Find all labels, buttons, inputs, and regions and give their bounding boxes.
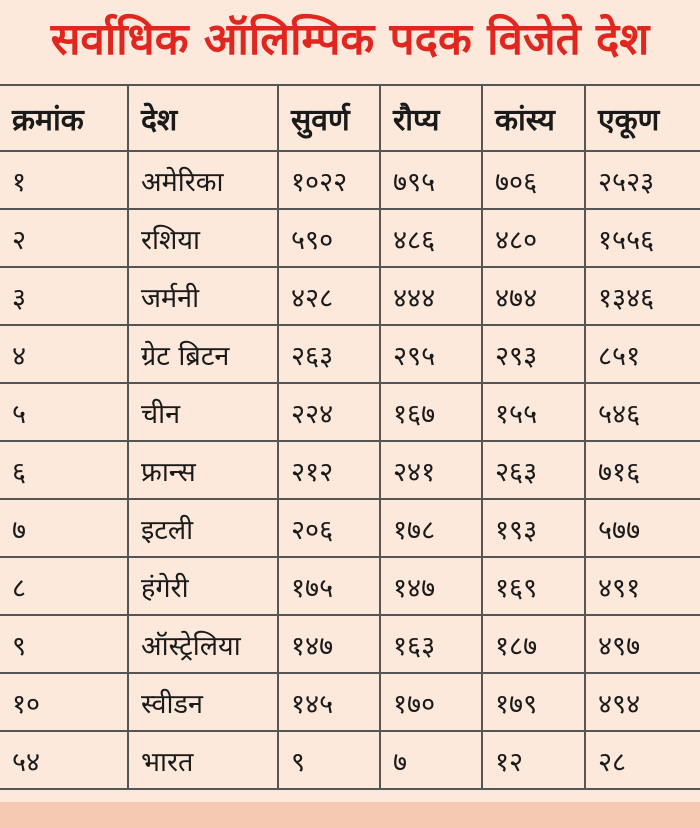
bronze-cell: १७९ [482, 673, 585, 731]
medal-table [0, 86, 700, 790]
silver-cell: २९५ [380, 325, 482, 383]
bronze-cell: १६९ [482, 557, 585, 615]
country-cell: ग्रेट ब्रिटन [128, 325, 278, 383]
total-cell: २५२३ [585, 151, 700, 209]
gold-cell: ९ [278, 731, 380, 789]
silver-cell: ७ [380, 731, 482, 789]
table-row [0, 325, 700, 383]
country-cell: चीन [128, 383, 278, 441]
rank-cell: ८ [0, 557, 128, 615]
gold-cell: १४५ [278, 673, 380, 731]
gold-cell: १०२२ [278, 151, 380, 209]
table-row [0, 499, 700, 557]
header-bronze: कांस्य [482, 86, 585, 151]
gold-cell: ४२८ [278, 267, 380, 325]
total-cell: १३४६ [585, 267, 700, 325]
country-cell: हंगेरी [128, 557, 278, 615]
country-cell: फ्रान्स [128, 441, 278, 499]
gold-cell: २२४ [278, 383, 380, 441]
country-cell: इटली [128, 499, 278, 557]
rank-cell: ५ [0, 383, 128, 441]
table-row [0, 441, 700, 499]
rank-cell: ३ [0, 267, 128, 325]
country-cell: रशिया [128, 209, 278, 267]
table-row [0, 383, 700, 441]
bronze-cell: १९३ [482, 499, 585, 557]
total-cell: १५५६ [585, 209, 700, 267]
total-cell: ४९१ [585, 557, 700, 615]
total-cell: ५४६ [585, 383, 700, 441]
country-cell: जर्मनी [128, 267, 278, 325]
bronze-cell: १५५ [482, 383, 585, 441]
silver-cell: १६३ [380, 615, 482, 673]
country-cell: भारत [128, 731, 278, 789]
bronze-cell: २९३ [482, 325, 585, 383]
rank-cell: १ [0, 151, 128, 209]
rank-cell: ७ [0, 499, 128, 557]
total-cell: २८ [585, 731, 700, 789]
table-row [0, 557, 700, 615]
gold-cell: २६३ [278, 325, 380, 383]
rank-cell: २ [0, 209, 128, 267]
silver-cell: ४४४ [380, 267, 482, 325]
table-row [0, 267, 700, 325]
silver-cell: १४७ [380, 557, 482, 615]
gold-cell: ५९० [278, 209, 380, 267]
silver-cell: १७० [380, 673, 482, 731]
rank-cell: ९ [0, 615, 128, 673]
footer-band [0, 802, 700, 828]
country-cell: स्वीडन [128, 673, 278, 731]
silver-cell: १७८ [380, 499, 482, 557]
rank-cell: १० [0, 673, 128, 731]
country-cell: अमेरिका [128, 151, 278, 209]
gold-cell: १७५ [278, 557, 380, 615]
total-cell: ८५१ [585, 325, 700, 383]
gold-cell: १४७ [278, 615, 380, 673]
header-row [0, 86, 700, 151]
bronze-cell: २६३ [482, 441, 585, 499]
rank-cell: ५४ [0, 731, 128, 789]
total-cell: ५७७ [585, 499, 700, 557]
country-cell: ऑस्ट्रेलिया [128, 615, 278, 673]
silver-cell: ७९५ [380, 151, 482, 209]
rank-cell: ६ [0, 441, 128, 499]
header-silver: रौप्य [380, 86, 482, 151]
page-title: सर्वाधिक ऑलिम्पिक पदक विजेते देश [0, 0, 700, 86]
rank-cell: ४ [0, 325, 128, 383]
gold-cell: २०६ [278, 499, 380, 557]
table-row [0, 615, 700, 673]
silver-cell: १६७ [380, 383, 482, 441]
total-cell: ४९७ [585, 615, 700, 673]
table-row [0, 151, 700, 209]
header-total: एकूण [585, 86, 700, 151]
bronze-cell: ७०६ [482, 151, 585, 209]
bronze-cell: १२ [482, 731, 585, 789]
gold-cell: २१२ [278, 441, 380, 499]
table-row [0, 209, 700, 267]
bronze-cell: ४७४ [482, 267, 585, 325]
table-row [0, 731, 700, 789]
header-gold: सुवर्ण [278, 86, 380, 151]
header-rank: क्रमांक [0, 86, 128, 151]
bronze-cell: १८७ [482, 615, 585, 673]
table-row [0, 673, 700, 731]
header-country: देश [128, 86, 278, 151]
total-cell: ४९४ [585, 673, 700, 731]
silver-cell: ४८६ [380, 209, 482, 267]
table-body [0, 151, 700, 789]
bronze-cell: ४८० [482, 209, 585, 267]
total-cell: ७१६ [585, 441, 700, 499]
silver-cell: २४१ [380, 441, 482, 499]
